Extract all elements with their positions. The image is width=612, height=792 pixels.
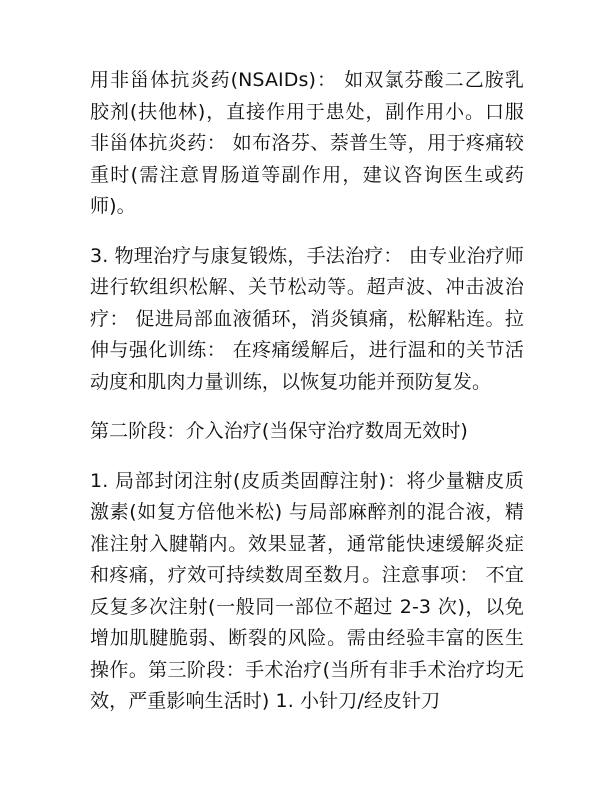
paragraph-nsaids: 用非甾体抗炎药(NSAIDs)： 如双氯芬酸二乙胺乳胶剂(扶他林)，直接作用于患处，副作用小。口服非甾体抗炎药： 如布洛芬、萘普生等，用于疼痛较重时(需注意胃肠道等副作用，建议咨询医生或药师)。 (90, 69, 524, 217)
paragraph-stage-two-heading: 第二阶段：介入治疗(当保守治疗数周无效时) (90, 420, 468, 442)
paragraph-injection-therapy: 1. 局部封闭注射(皮质类固醇注射)：将少量糖皮质激素(如复方倍他米松) 与局部麻醉剂的混合液，精准注射入腱鞘内。效果显著，通常能快速缓解炎症和疼痛，疗效可持续数周至数月。注意事项： 不宜反复多次注射(一般同一部位不超过 2-3 次)，以免增加肌腱脆弱、断裂的风险。需由经验丰富的医生操作。第三阶段：手术治疗(当所有非手术治疗均无效，严重影响生活时) 1. 小针刀/经皮针刀 (90, 469, 524, 712)
paragraph-physical-therapy: 3. 物理治疗与康复锻炼，手法治疗： 由专业治疗师进行软组织松解、关节松动等。超声波、冲击波治疗： 促进局部血液循环，消炎镇痛，松解粘连。拉伸与强化训练： 在疼痛缓解后，进行温和的关节活动度和肌肉力量训练，以恢复功能并预防复发。 (90, 244, 524, 393)
document-body (90, 65, 524, 736)
